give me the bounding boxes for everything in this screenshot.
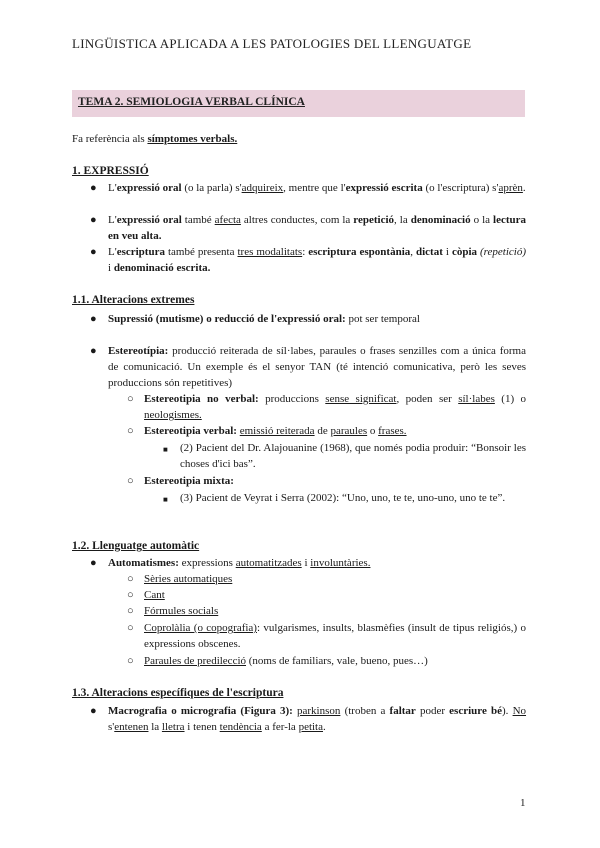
intro-paragraph xyxy=(72,131,237,147)
chapter-title: TEMA 2. SEMIOLOGIA VERBAL CLÍNICA xyxy=(78,96,305,108)
square-bullet-icon: ■ xyxy=(163,495,168,504)
s11-bullet-2: Estereotípia: producció reiterada de síl·labes, paraules o frases senzilles com a única forma de comunicació. Un exemple és el senyor TAN (té intenció comunicativa, però les seves produccions són repetitives) xyxy=(108,345,526,389)
circle-bullet-icon: ○ xyxy=(127,573,134,585)
s12-bullet-1: Automatismes: expressions automatitzades i involuntàries. xyxy=(108,557,371,569)
s1-bullet-1: L'expressió oral (o la parla) s'adquireix, mentre que l'expressió escrita (o l'escriptura) s'aprèn. xyxy=(108,182,526,194)
s11-sub-2: Estereotipia verbal: emissió reiterada de paraules o frases. xyxy=(144,425,407,437)
section-1-heading: 1. EXPRESSIÓ xyxy=(72,165,149,177)
circle-bullet-icon: ○ xyxy=(127,393,134,405)
s12-sub-3: Fórmules socials xyxy=(144,605,219,617)
chapter-banner xyxy=(72,90,525,117)
section-1-2-heading: 1.2. Llenguatge automàtic xyxy=(72,540,200,552)
circle-bullet-icon: ○ xyxy=(127,622,134,634)
bullet-icon: ● xyxy=(90,705,97,717)
circle-bullet-icon: ○ xyxy=(127,589,134,601)
circle-bullet-icon: ○ xyxy=(127,655,134,667)
intro-term: símptomes verbals. xyxy=(147,133,238,145)
circle-bullet-icon: ○ xyxy=(127,475,134,487)
s12-sub-5: Paraules de predilecció (noms de familiars, vale, bueno, pues…) xyxy=(144,655,428,667)
s11-sub-2a: (2) Pacient del Dr. Alajouanine (1968), que només podia produir: “Bonsoir les choses d'ici bas”. xyxy=(180,442,526,470)
intro-text: Fa referència als xyxy=(72,133,148,145)
bullet-icon: ● xyxy=(90,182,97,194)
s13-bullet-1: Macrografia o micrografia (Figura 3): parkinson (troben a faltar poder escriure bé). No s'entenen la lletra i tenen tendència a fer-la petita. xyxy=(108,705,527,733)
s12-sub-4: Coprolàlia (o copografia): vulgarismes, insults, blasmèfies (insult de tipus religiós,) o expressions obscenes. xyxy=(144,622,527,650)
page-number: 1 xyxy=(520,797,526,809)
circle-bullet-icon: ○ xyxy=(127,605,134,617)
s11-sub-3: Estereotipia mixta: xyxy=(144,475,234,487)
bullet-icon: ● xyxy=(90,313,97,325)
s12-sub-2: Cant xyxy=(144,589,165,601)
s11-bullet-1: Supressió (mutisme) o reducció de l'expressió oral: pot ser temporal xyxy=(108,313,420,325)
s1-bullet-3: L'escriptura també presenta tres modalitats: escriptura espontània, dictat i còpia (repetició) i denominació escrita. xyxy=(108,246,527,274)
bullet-icon: ● xyxy=(90,557,97,569)
bullet-icon: ● xyxy=(90,214,97,226)
circle-bullet-icon: ○ xyxy=(127,425,134,437)
square-bullet-icon: ■ xyxy=(163,445,168,454)
running-header: LINGÜISTICA APLICADA A LES PATOLOGIES DEL LLENGUATGE xyxy=(72,36,472,51)
bullet-icon: ● xyxy=(90,246,97,258)
bullet-icon: ● xyxy=(90,345,97,357)
s1-bullet-2: L'expressió oral també afecta altres conductes, com la repetició, la denominació o la lectura en veu alta. xyxy=(108,214,526,242)
section-1-3-heading: 1.3. Alteracions específiques de l'escriptura xyxy=(72,687,284,699)
s11-sub-1: Estereotipia no verbal: produccions sense significat, poden ser síl·labes (1) o neologismes. xyxy=(144,393,527,421)
s12-sub-1: Sèries automatiques xyxy=(144,573,233,585)
s11-sub-3a: (3) Pacient de Veyrat i Serra (2002): “Uno, uno, te te, uno-uno, uno te te”. xyxy=(180,492,506,504)
section-1-1-heading: 1.1. Alteracions extremes xyxy=(72,294,195,306)
